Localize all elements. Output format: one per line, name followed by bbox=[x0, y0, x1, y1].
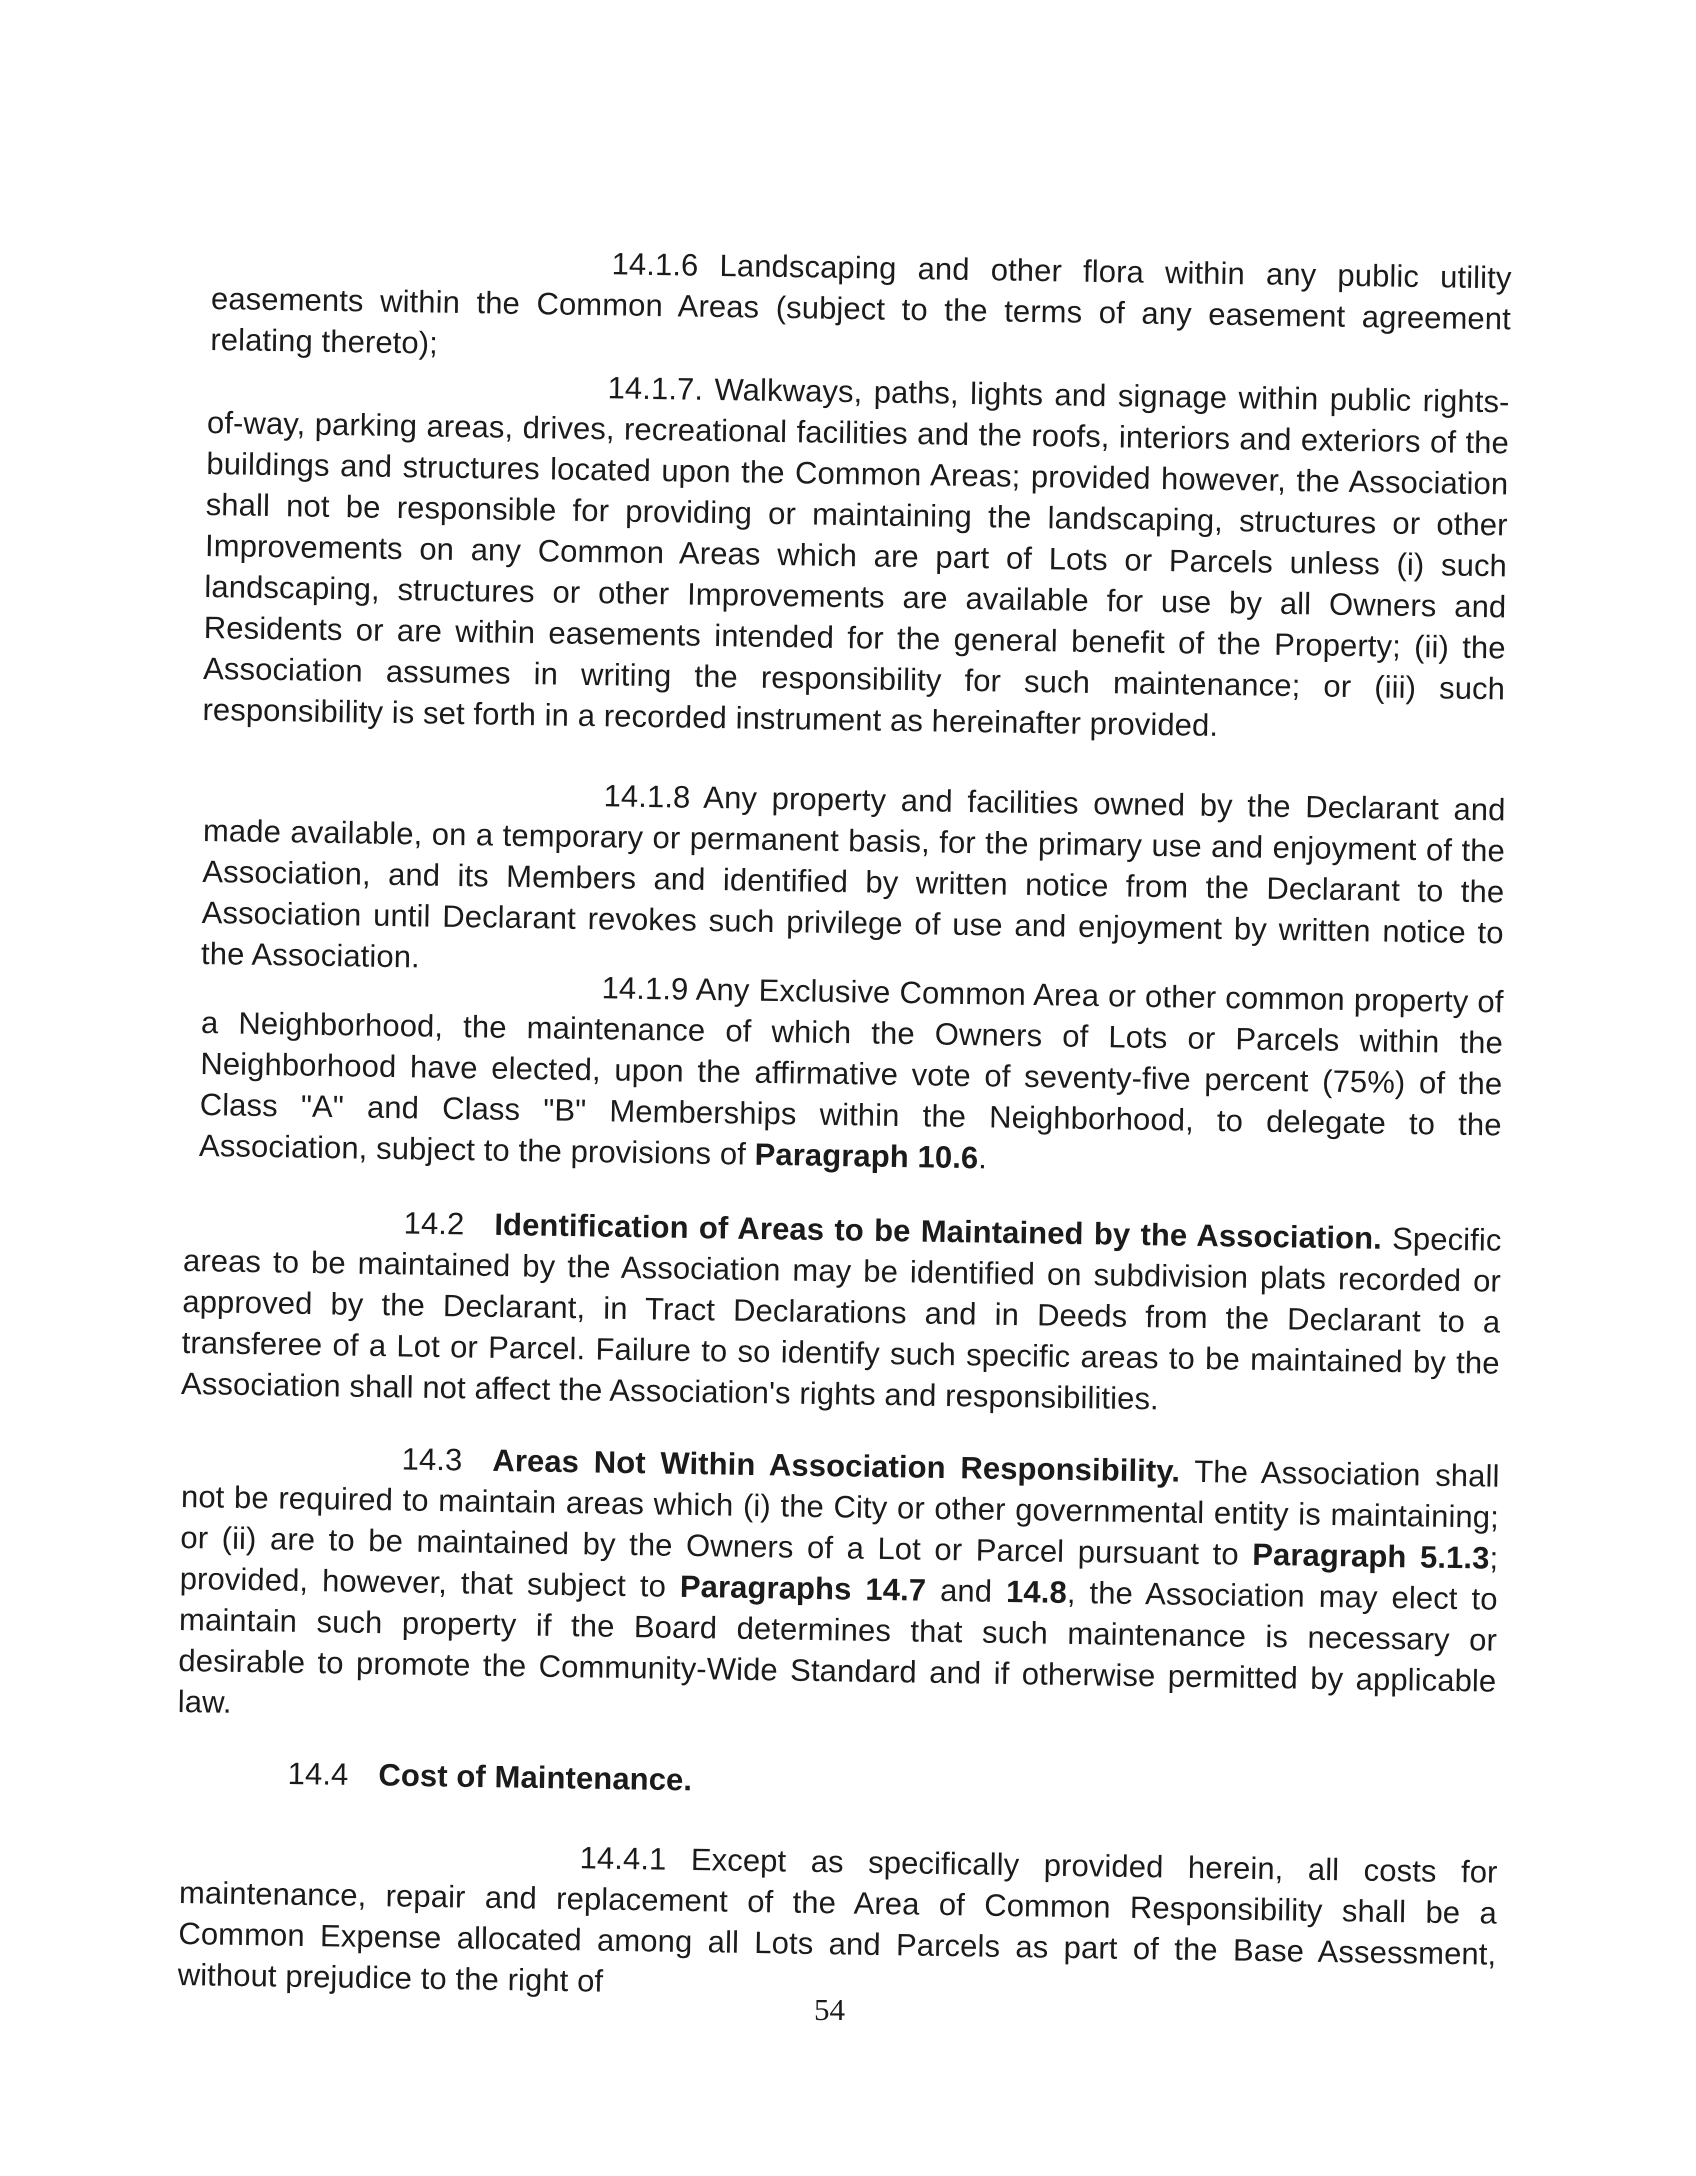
paragraph-text: Any property and facilities owned by the Declarant and made available, on a temporary or permanent basis, for the primary use and enjoyment of the Association, and its Members and identified by written notice from the Declarant to the Association until Declarant revokes such privilege of use and enjoyment by written notice to the Association. bbox=[200, 779, 1506, 975]
section-number: 14.3 bbox=[401, 1441, 463, 1478]
cross-reference: Paragraph 5.1.3 bbox=[1252, 1536, 1490, 1576]
section-text: ; provided, however, that subject to bbox=[179, 1540, 1499, 1604]
section-text: , the Association may elect to maintain such property if the Board determines that such maintenance is necessary or desirable to promote the Community-Wide Standard and if otherwise permitted by applicable law. bbox=[177, 1574, 1498, 1720]
cross-reference: Paragraphs 14.7 bbox=[679, 1568, 927, 1608]
paragraph-14-1-7 bbox=[202, 361, 1510, 750]
section-text: and bbox=[925, 1572, 1007, 1609]
section-14-4 bbox=[287, 1753, 1487, 1813]
paragraph-text: Landscaping and other flora within any public utility easements within the Common Areas (subject to the terms of any easement agreement relating thereto); bbox=[210, 247, 1512, 361]
section-text: Specific areas to be maintained by the Association may be identified on subdivision plats recorded or approved by the Declarant, in Tract Declarations and in Deeds from the Declarant to a transferee of a Lot or Parcel. Failure to so identify such specific areas to be maintained by the Association shall not affect the Association's rights and responsibilities. bbox=[180, 1220, 1502, 1417]
paragraph-number: 14.1.7. bbox=[607, 370, 704, 407]
paragraph-14-1-8 bbox=[201, 769, 1506, 994]
section-number: 14.4 bbox=[287, 1755, 349, 1792]
paragraph-14-4-1 bbox=[177, 1831, 1497, 2016]
paragraph-number: 14.4.1 bbox=[579, 1840, 667, 1877]
section-heading: Areas Not Within Association Responsibility. bbox=[492, 1442, 1181, 1489]
section-number: 14.2 bbox=[403, 1205, 465, 1242]
paragraph-14-1-9 bbox=[199, 961, 1504, 1186]
section-14-2 bbox=[181, 1199, 1502, 1425]
section-14-3 bbox=[177, 1435, 1499, 1743]
paragraph-text-end: . bbox=[978, 1140, 988, 1176]
page-number: 54 bbox=[814, 1992, 845, 2027]
paragraph-text: Except as specifically provided herein, all costs for maintenance, repair and replacement of the Area of Common Responsibility shall be a Common Expense allocated among all Lots and Parcels as part of the Base Assessment, without prejudice to the right of bbox=[177, 1842, 1498, 1999]
paragraph-text: Walkways, paths, lights and signage within public rights-of-way, parking areas, drives, recreational facilities and the roofs, interiors and exteriors of the buildings and structures located upon the Common Areas; provided however, the Association shall not be responsible for providing or maintaining the landscaping, structures or other Improvements on any Common Areas which are part of Lots or Parcels unless (i) such landscaping, structures or other Improvements are available for use by all Owners and Residents or are within easements intended for the general benefit of the Property; (ii) the Association assumes in writing the responsibility for such maintenance; or (iii) such responsibility is set forth in a recorded instrument as hereinafter provided. bbox=[202, 371, 1510, 743]
cross-reference: 14.8 bbox=[1005, 1573, 1068, 1610]
paragraph-14-1-6 bbox=[210, 237, 1512, 380]
paragraph-number: 14.1.6 bbox=[611, 246, 699, 283]
section-heading: Cost of Maintenance. bbox=[378, 1757, 693, 1798]
paragraph-text: Any Exclusive Common Area or other common property of a Neighborhood, the maintenance of which the Owners of Lots or Parcels within the Neighborhood have elected, upon the affirmative vote of seventy-five percent (75%) of the Class "A" and Class "B" Memberships within the Neighborhood, to delegate to the Association, subject to the provisions of bbox=[198, 971, 1504, 1172]
section-heading: Identification of Areas to be Maintained by the Association. bbox=[494, 1206, 1383, 1256]
paragraph-number: 14.1.9 bbox=[601, 970, 689, 1007]
cross-reference: Paragraph 10.6 bbox=[754, 1136, 979, 1176]
paragraph-number: 14.1.8 bbox=[603, 778, 691, 815]
section-text: The Association shall not be required to maintain areas which (i) the City or other governmental entity is maintaining; or (ii) are to be maintained by the Owners of a Lot or Parcel pursuant to bbox=[180, 1453, 1500, 1572]
